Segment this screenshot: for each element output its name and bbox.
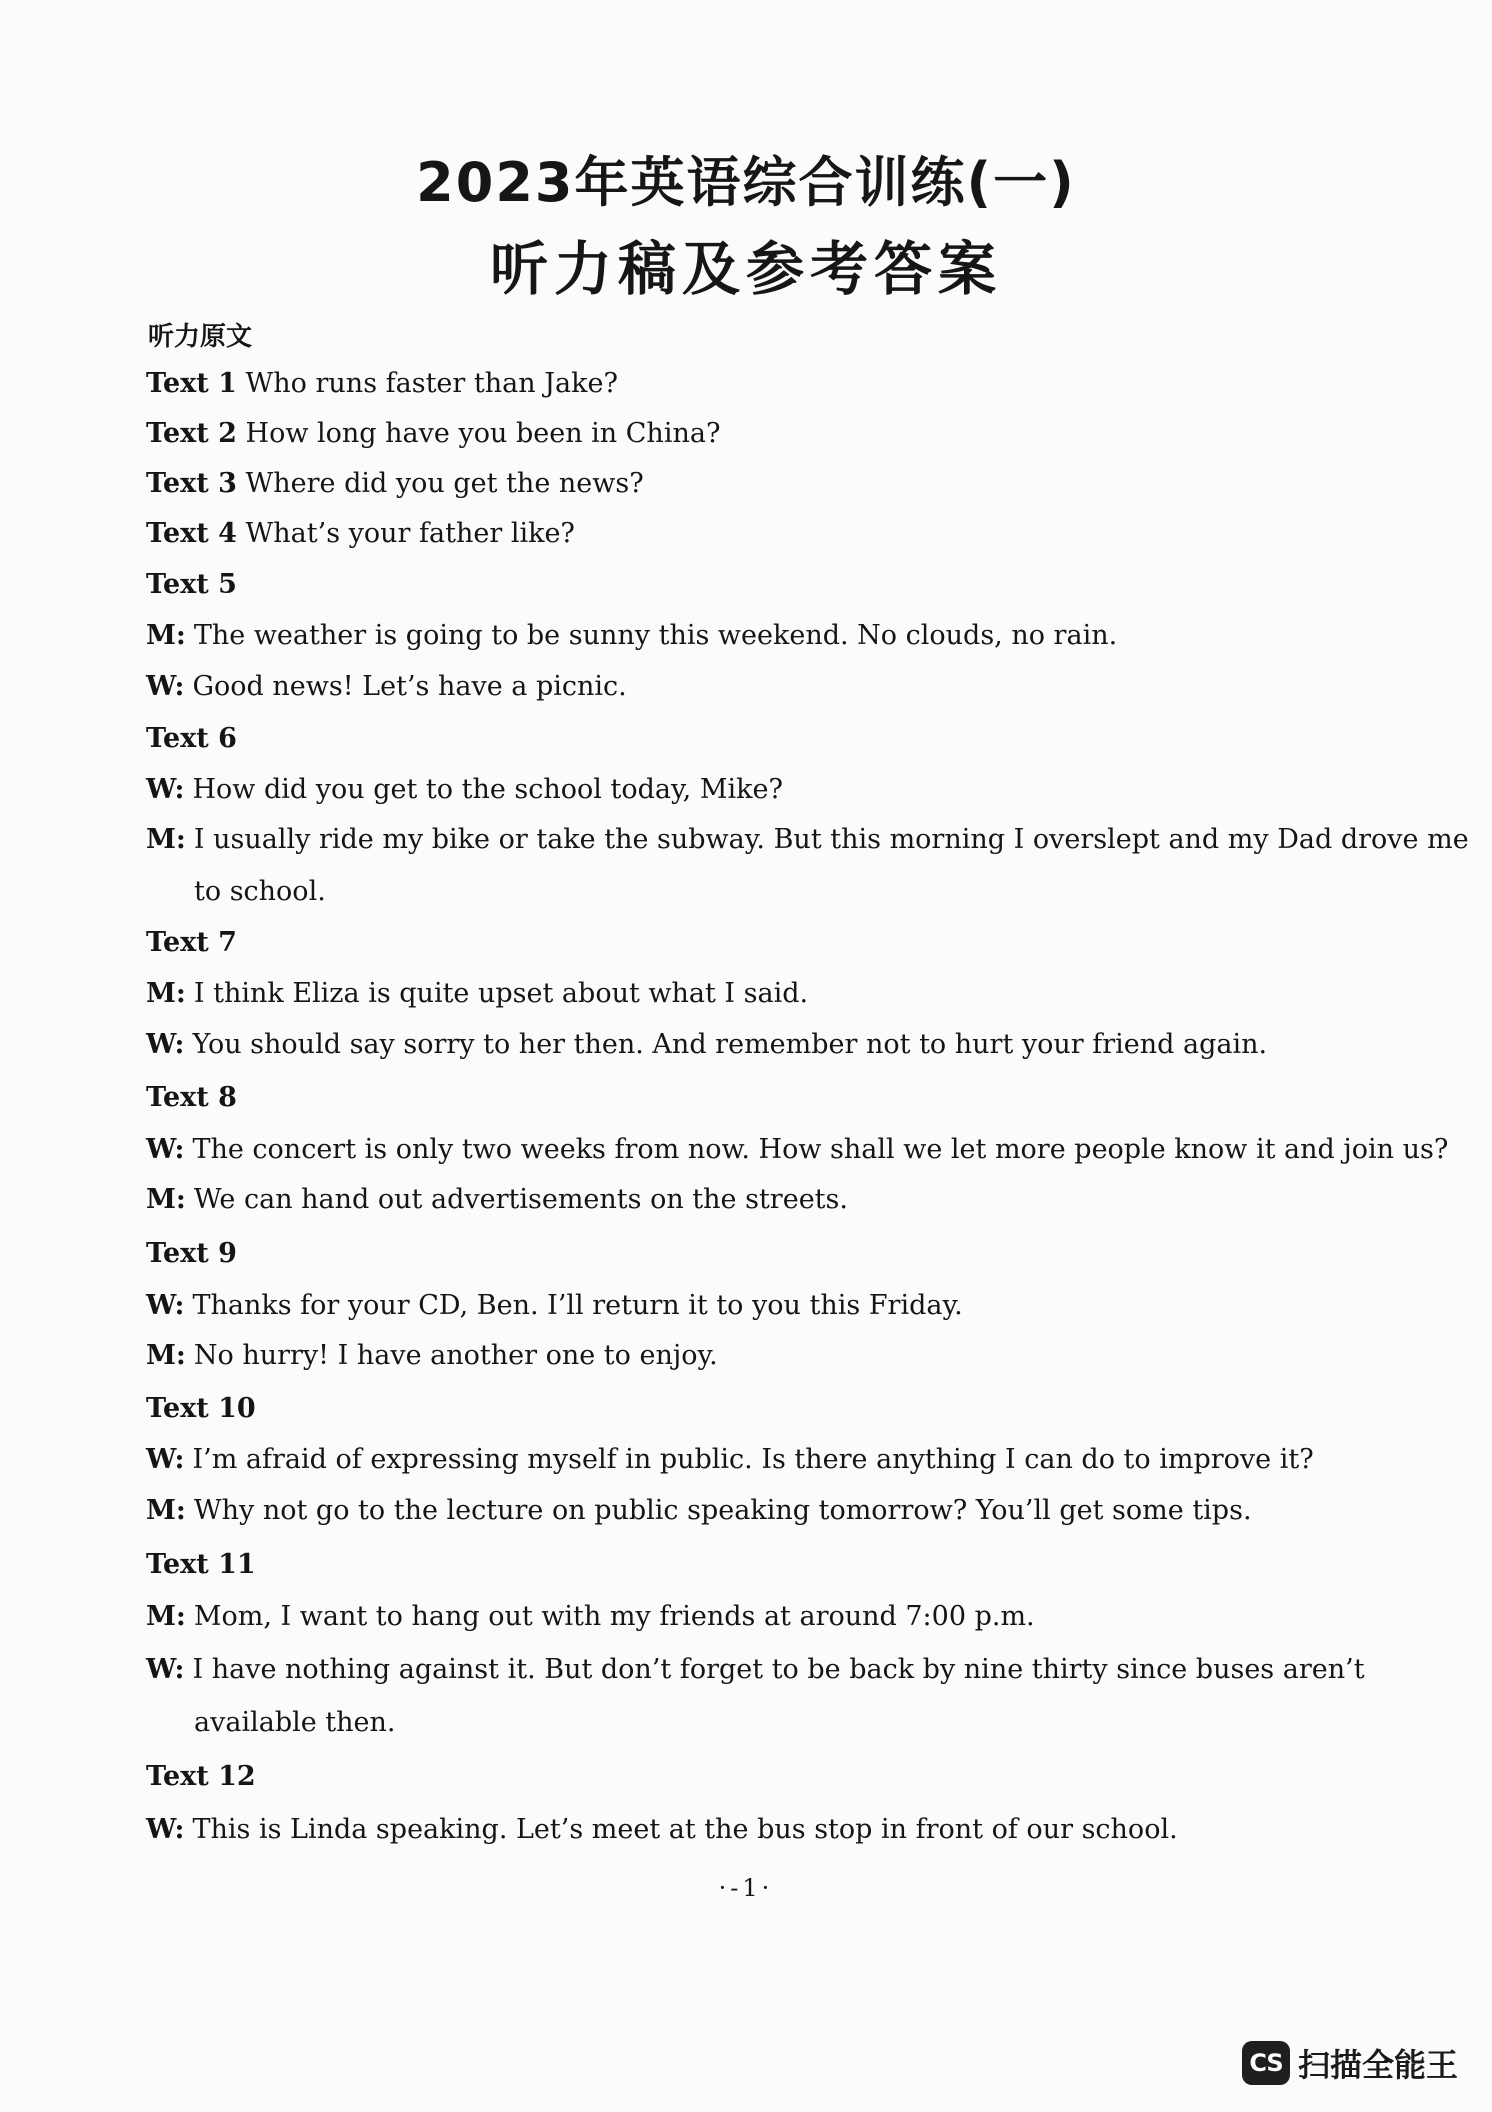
- scanner-watermark: [1242, 2040, 1458, 2086]
- line-text: Mom, I want to hang out with my friends at around 7:00 p.m.: [193, 1601, 1035, 1632]
- line-text: No hurry! I have another one to enjoy.: [193, 1340, 718, 1371]
- line-text: You should say sorry to her then. And remember not to hurt your friend again.: [192, 1029, 1268, 1060]
- speaker-label: M:: [146, 1340, 186, 1371]
- dialogue-line: [146, 974, 808, 1014]
- line-text: We can hand out advertisements on the streets.: [193, 1184, 848, 1215]
- dialogue-line: [146, 616, 1117, 656]
- dialogue-line: [146, 820, 1469, 860]
- text-heading: [146, 923, 237, 963]
- text-number: Text 2: [146, 418, 237, 449]
- dialogue-line: [146, 1180, 848, 1220]
- transcript-line: [146, 514, 575, 554]
- text-number: Text 7: [146, 927, 237, 958]
- text-number: Text 5: [146, 569, 237, 600]
- line-text: How long have you been in China?: [245, 418, 721, 449]
- dialogue-continuation: [194, 872, 326, 912]
- speaker-label: W:: [146, 1814, 185, 1845]
- line-text: The weather is going to be sunny this weekend. No clouds, no rain.: [193, 620, 1118, 651]
- line-text: Why not go to the lecture on public speaking tomorrow? You’ll get some tips.: [193, 1495, 1252, 1526]
- speaker-label: M:: [146, 620, 186, 651]
- text-number: Text 10: [146, 1393, 256, 1424]
- dialogue-continuation: [194, 1703, 396, 1743]
- text-heading: [146, 1389, 256, 1429]
- speaker-label: M:: [146, 1495, 186, 1526]
- speaker-label: W:: [146, 1029, 185, 1060]
- dialogue-line: [146, 1025, 1267, 1065]
- speaker-label: M:: [146, 1184, 186, 1215]
- scanner-label: 扫描全能王: [1298, 2046, 1459, 2084]
- text-heading: [146, 565, 237, 605]
- line-text: available then.: [194, 1707, 396, 1738]
- text-heading: [146, 719, 237, 759]
- camscanner-logo-icon: CS: [1242, 2041, 1290, 2085]
- speaker-label: M:: [146, 1601, 186, 1632]
- dialogue-line: [146, 1440, 1314, 1480]
- text-heading: [146, 1078, 237, 1118]
- page-number: ·-1·: [718, 1874, 774, 1902]
- line-text: to school.: [194, 876, 326, 907]
- transcript-line: [146, 414, 720, 454]
- section-label: 听力原文: [148, 322, 253, 352]
- dialogue-line: [146, 1286, 963, 1326]
- dialogue-line: [146, 770, 783, 810]
- text-number: Text 6: [146, 723, 237, 754]
- speaker-label: W:: [146, 1134, 185, 1165]
- line-text: What’s your father like?: [245, 518, 575, 549]
- transcript-line: [146, 464, 644, 504]
- line-text: The concert is only two weeks from now. How shall we let more people know it and join us?: [192, 1134, 1449, 1165]
- line-text: Who runs faster than Jake?: [245, 368, 618, 399]
- dialogue-line: [146, 1597, 1035, 1637]
- document-subtitle: 听力稿及参考答案: [489, 235, 1002, 303]
- line-text: This is Linda speaking. Let’s meet at the bus stop in front of our school.: [192, 1814, 1178, 1845]
- line-text: How did you get to the school today, Mike?: [192, 774, 783, 805]
- text-heading: [146, 1545, 256, 1585]
- dialogue-line: [146, 1491, 1252, 1531]
- line-text: I’m afraid of expressing myself in public. Is there anything I can do to improve it?: [192, 1444, 1314, 1475]
- text-number: Text 9: [146, 1238, 237, 1269]
- text-number: Text 3: [146, 468, 237, 499]
- speaker-label: W:: [146, 774, 185, 805]
- line-text: I have nothing against it. But don’t forget to be back by nine thirty since buses aren’t: [192, 1654, 1365, 1685]
- text-number: Text 8: [146, 1082, 237, 1113]
- line-text: Good news! Let’s have a picnic.: [192, 671, 627, 702]
- speaker-label: M:: [146, 978, 186, 1009]
- line-text: Where did you get the news?: [245, 468, 644, 499]
- text-heading: [146, 1234, 237, 1274]
- speaker-label: W:: [146, 671, 185, 702]
- line-text: I usually ride my bike or take the subway. But this morning I overslept and my Dad drove me: [193, 824, 1469, 855]
- dialogue-line: [146, 1810, 1178, 1850]
- speaker-label: M:: [146, 824, 186, 855]
- text-number: Text 11: [146, 1549, 256, 1580]
- text-number: Text 4: [146, 518, 237, 549]
- speaker-label: W:: [146, 1290, 185, 1321]
- speaker-label: W:: [146, 1654, 185, 1685]
- transcript-line: [146, 364, 618, 404]
- dialogue-line: [146, 667, 627, 707]
- dialogue-line: [146, 1130, 1448, 1170]
- line-text: Thanks for your CD, Ben. I’ll return it to you this Friday.: [192, 1290, 963, 1321]
- dialogue-line: [146, 1650, 1365, 1690]
- text-heading: [146, 1757, 256, 1797]
- line-text: I think Eliza is quite upset about what I said.: [193, 978, 809, 1009]
- speaker-label: W:: [146, 1444, 185, 1475]
- text-number: Text 12: [146, 1761, 256, 1792]
- dialogue-line: [146, 1336, 718, 1376]
- text-number: Text 1: [146, 368, 237, 399]
- document-title: 2023年英语综合训练(一): [416, 151, 1076, 214]
